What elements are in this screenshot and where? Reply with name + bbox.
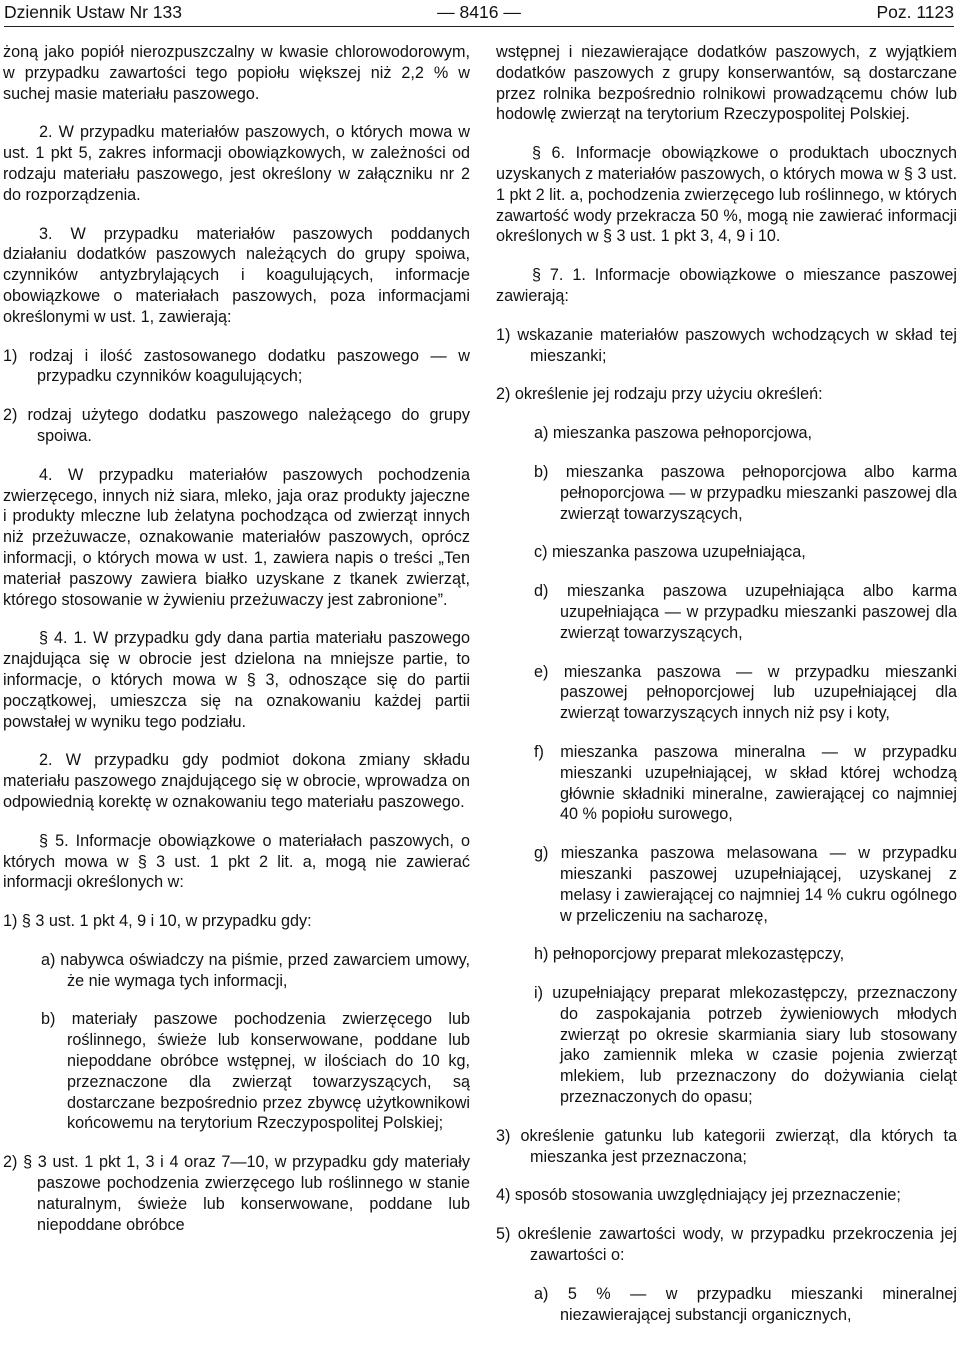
left-column (3, 42, 470, 1253)
sub-list-item: h) pełnoporcjowy preparat mlekozastępczy, (534, 945, 845, 964)
sub-list-item: b) mieszanka paszowa pełnoporcjowa albo karma pełnoporcjowa — w przypadku mieszanki paszowej dla zwierząt towarzyszących, (534, 462, 957, 523)
paragraph: § 5. Informacje obowiązkowe o materiałach paszowych, o których mowa w § 3 ust. 1 pkt 2 lit. a, mogą nie zawierać informacji określonych w: (3, 831, 470, 892)
list-item: 1) wskazanie materiałów paszowych wchodzących w skład tej mieszanki; (496, 325, 957, 365)
list-item: 2) rodzaj użytego dodatku paszowego należącego do grupy spoiwa. (3, 406, 470, 445)
sub-list-item: d) mieszanka paszowa uzupełniająca albo karma uzupełniająca — w przypadku mieszanki paszowej dla zwierząt towarzyszących, (534, 582, 957, 642)
page-number: — 8416 — (437, 2, 521, 22)
paragraph: 3. W przypadku materiałów paszowych poddanych działaniu dodatków paszowych należących do grupy spoiwa, czynników antyzbrylających i koagulujących, informacje obowiązkowe o materiałach paszowych, poza informacjami określonymi w ust. 1, zawierają: (3, 224, 470, 326)
list-item: 1) § 3 ust. 1 pkt 4, 9 i 10, w przypadku gdy: (3, 912, 312, 931)
list-item: 3) określenie gatunku lub kategorii zwierząt, dla których ta mieszanka jest przeznaczona; (496, 1126, 957, 1166)
paragraph: § 6. Informacje obowiązkowe o produktach ubocznych uzyskanych z materiałów paszowych, o których mowa w § 3 ust. 1 pkt 2 lit. a, pochodzenia zwierzęcego lub roślinnego, w których zawartość wody przekracza 50 %, mogą nie zawierać informacji określonych w § 3 ust. 1 pkt 3, 4, 9 i 10. (496, 144, 957, 246)
paragraph: § 4. 1. W przypadku gdy dana partia materiału paszowego znajdująca się w obrocie jest dzielona na mniejsze partie, to informacje, o których mowa w § 3, odnoszące się do partii początkowej, umieszcza się na oznakowaniu każdej partii powstałej w wyniku tego podziału. (3, 629, 470, 731)
journal-title: Dziennik Ustaw Nr 133 (4, 2, 182, 22)
sub-list-item: a) mieszanka paszowa pełnoporcjowa, (534, 424, 813, 443)
sub-list-item: f) mieszanka paszowa mineralna — w przypadku mieszanki uzupełniającej, w skład której wchodzą głównie składniki mineralne, zawierającej co najmniej 40 % popiołu surowego, (534, 742, 957, 824)
paragraph-continued: wstępnej i niezawierające dodatków paszowych, z wyjątkiem dodatków paszowych z grupy konserwantów, są dostarczane przez rolnika bezpośrednio rolnikowi prowadzącemu chów lub hodowlę zwierząt na terytorium Rzeczypospolitej Polskiej. (496, 43, 957, 124)
sub-list-item: e) mieszanka paszowa — w przypadku mieszanki paszowej pełnoporcjowej lub uzupełniającej dla zwierząt towarzyszących innych niż psy i koty, (534, 662, 957, 723)
right-column (496, 42, 957, 1343)
position-number: Poz. 1123 (876, 2, 954, 22)
sub-list-item: b) materiały paszowe pochodzenia zwierzęcego lub roślinnego, świeże lub konserwowane, poddane lub niepoddane obróbce wstępnej, w ilościach do 10 kg, przeznaczone dla zwierząt towarzyszących, są dostarczane bezpośrednio przez zbywcę użytkownikowi końcowemu na terytorium Rzeczypospolitej Polskiej; (41, 1010, 470, 1133)
list-item: 1) rodzaj i ilość zastosowanego dodatku paszowego — w przypadku czynników koagulujących; (3, 346, 470, 386)
header-rule (4, 26, 954, 27)
list-item: 2) § 3 ust. 1 pkt 1, 3 i 4 oraz 7—10, w przypadku gdy materiały paszowe pochodzenia zwierzęcego lub roślinnego w stanie naturalnym, świeże lub konserwowane, poddane lub niepoddane obróbce (3, 1153, 470, 1234)
sub-list-item: c) mieszanka paszowa uzupełniająca, (534, 543, 806, 562)
list-item: 2) określenie jej rodzaju przy użyciu określeń: (496, 385, 823, 404)
paragraph: 2. W przypadku materiałów paszowych, o których mowa w ust. 1 pkt 5, zakres informacji obowiązkowych, w zależności od rodzaju materiału paszowego, jest określony w załączniku nr 2 do rozporządzenia. (3, 123, 470, 204)
paragraph: 2. W przypadku gdy podmiot dokona zmiany składu materiału paszowego znajdującego się w obrocie, wprowadza on odpowiednią korektę w oznakowaniu tego materiału paszowego. (3, 751, 470, 811)
sub-list-item: a) 5 % — w przypadku mieszanki mineralnej niezawierającej substancji organicznych, (534, 1284, 957, 1324)
list-item: 5) określenie zawartości wody, w przypadku przekroczenia jej zawartości o: (496, 1225, 957, 1265)
page-header (4, 0, 954, 27)
paragraph: § 7. 1. Informacje obowiązkowe o mieszance paszowej zawierają: (496, 266, 957, 305)
sub-list-item: g) mieszanka paszowa melasowana — w przypadku mieszanki paszowej uzupełniającej, uzyskanej z melasy i zawierającej co najmniej 14 % cukru ogólnego w przeliczeniu na sacharozę, (534, 844, 957, 925)
sub-list-item: i) uzupełniający preparat mlekozastępczy, przeznaczony do zaspokajania potrzeb żywieniowych młodych zwierząt po okresie skarmiania siary lub stosowany jako zamiennik mleka w czasie pojenia zwierząt mlekiem, lub przeznaczony do dożywiania cieląt przeznaczonych do opasu; (534, 984, 957, 1107)
paragraph-continued: żoną jako popiół nierozpuszczalny w kwasie chlorowodorowym, w przypadku zawartości tego popiołu większej niż 2,2 % w suchej masie materiału paszowego. (3, 43, 470, 103)
list-item: 4) sposób stosowania uwzględniający jej przeznaczenie; (496, 1186, 901, 1205)
sub-list-item: a) nabywca oświadczy na piśmie, przed zawarciem umowy, że nie wymaga tych informacji, (41, 950, 470, 990)
paragraph: 4. W przypadku materiałów paszowych pochodzenia zwierzęcego, innych niż siara, mleko, jaja oraz produkty jajeczne i produkty mleczne lub żelatyna pochodząca od zwierząt innych niż przeżuwacze, oznakowanie materiałów paszowych, oprócz informacji, o których mowa w ust. 1, zawiera napis o treści „Ten materiał paszowy zawiera białko uzyskane z tkanek zwierząt, którego stosowanie w żywieniu przeżuwaczy jest zabronione”. (3, 465, 470, 609)
